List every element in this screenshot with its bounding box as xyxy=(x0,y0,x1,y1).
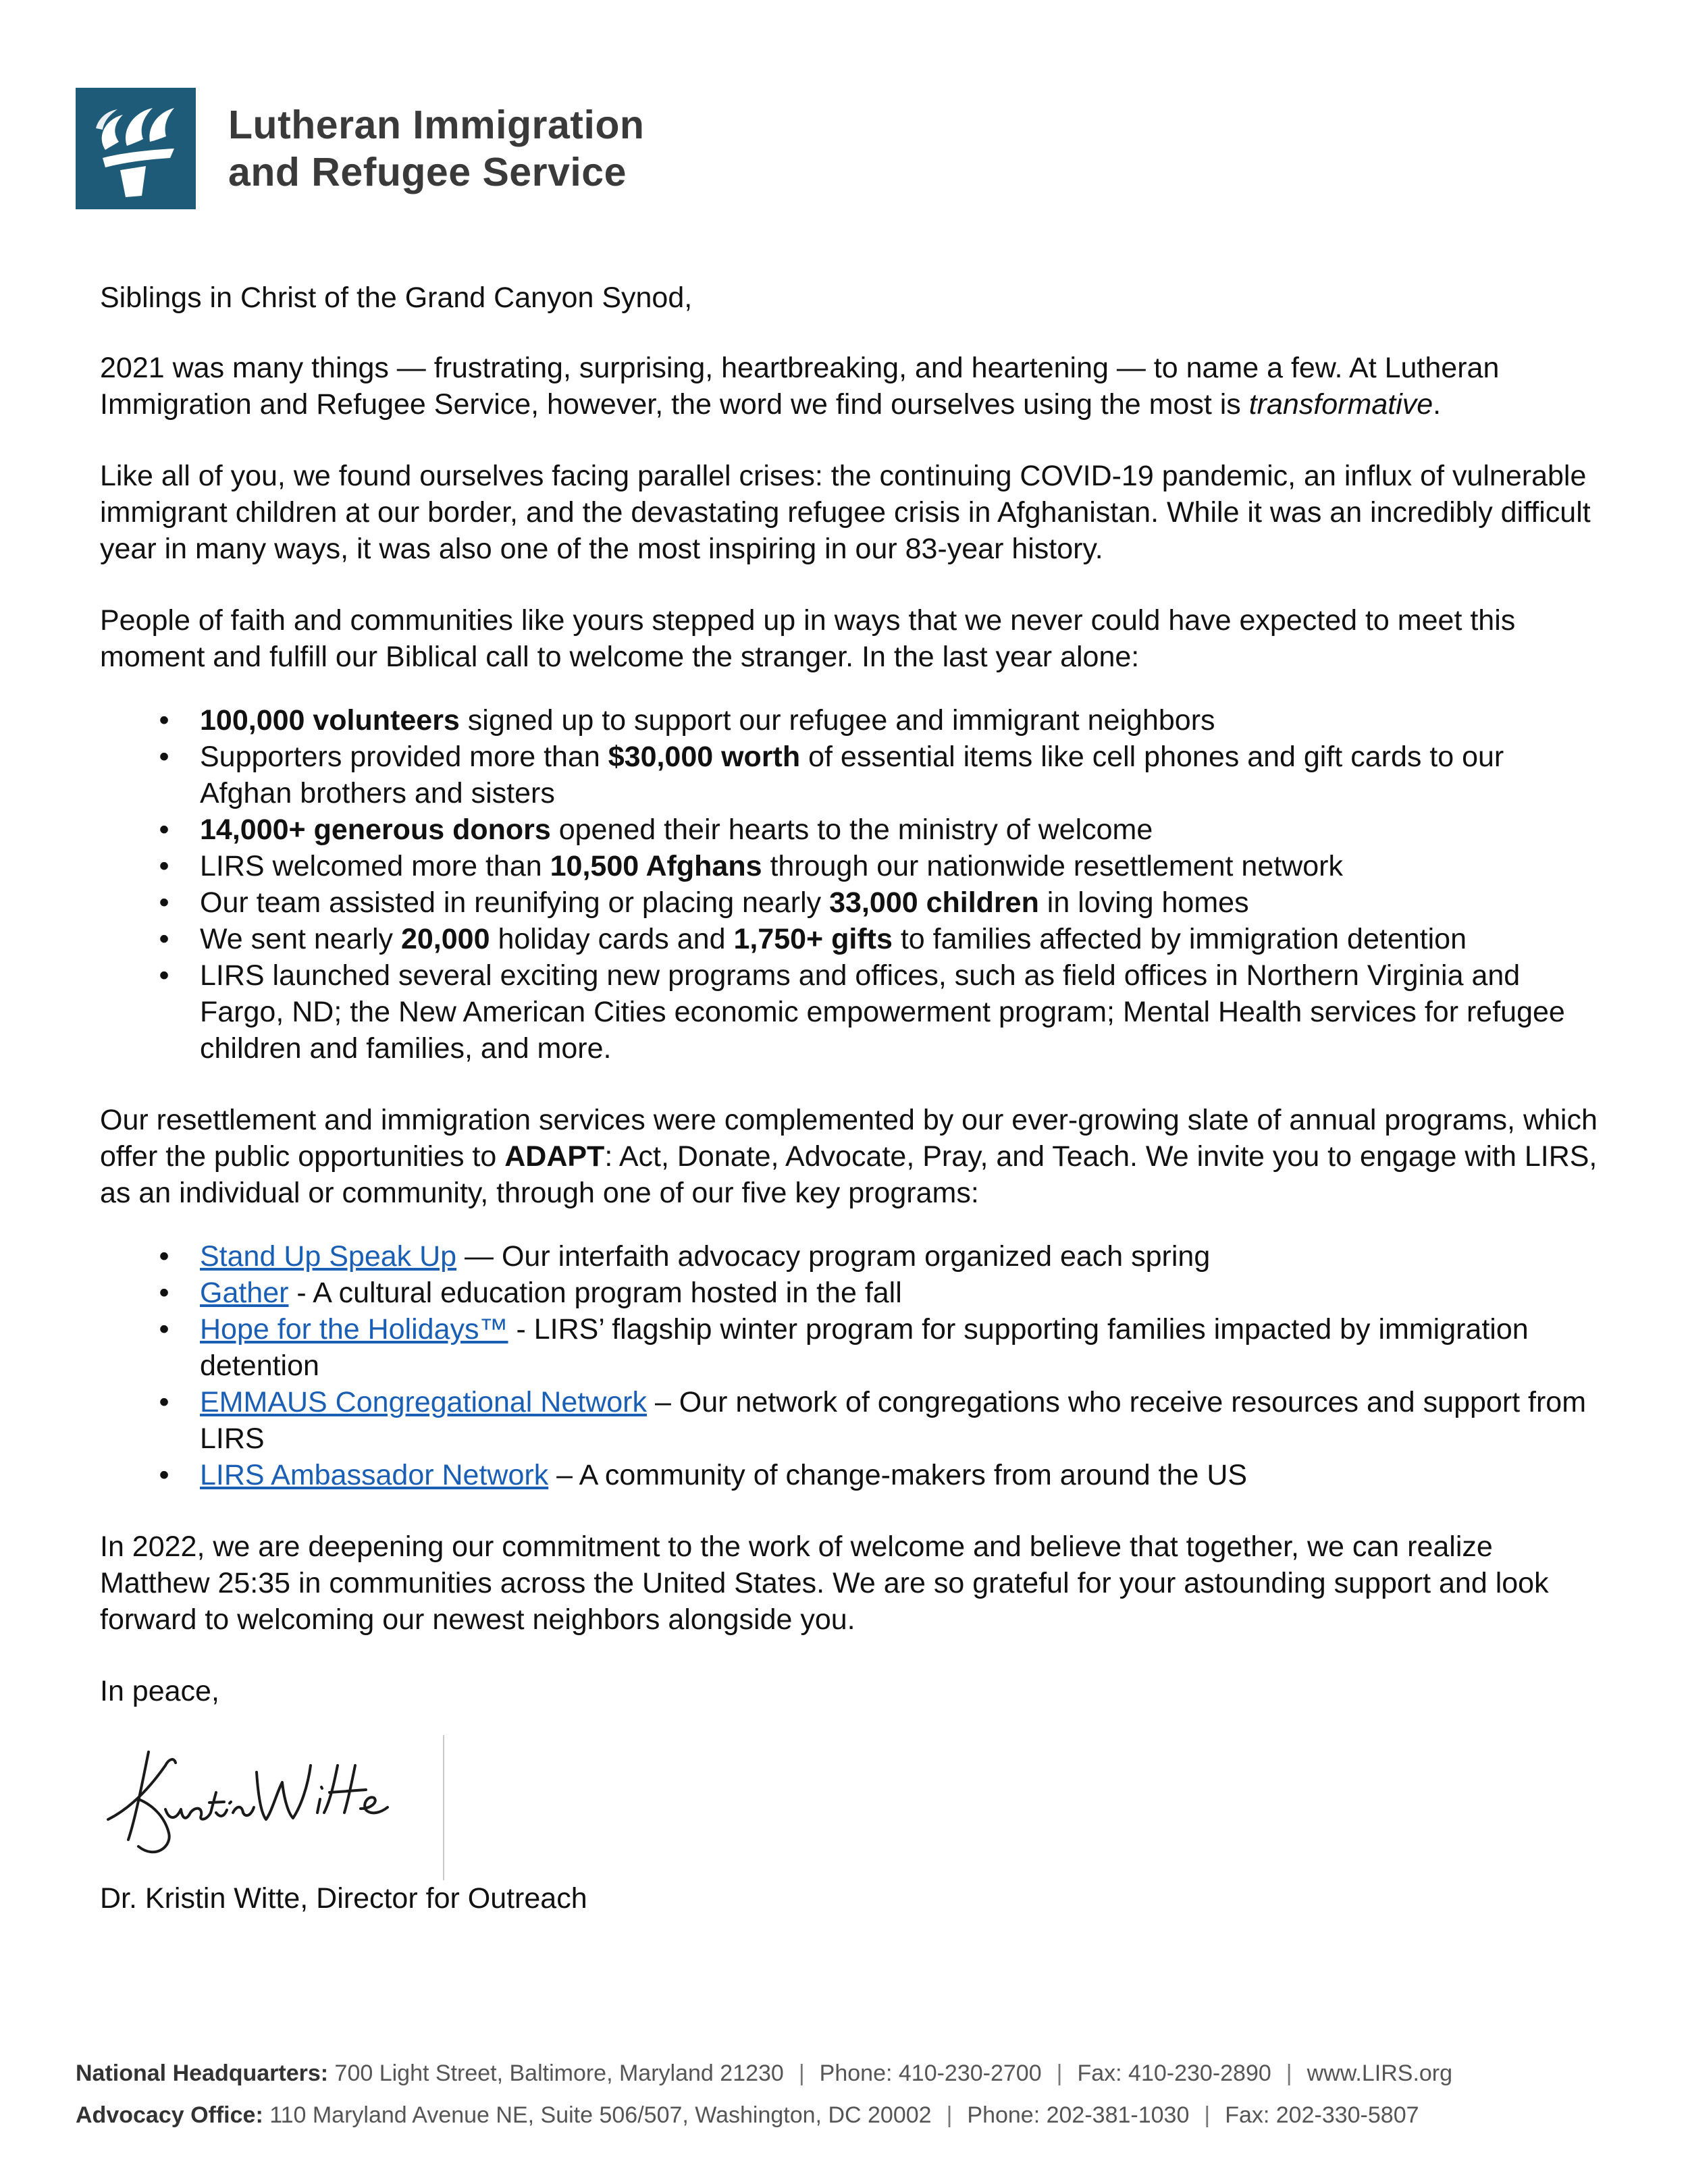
program-description: - A cultural education program hosted in the fall xyxy=(288,1277,902,1309)
stat-highlight: 1,750+ gifts xyxy=(733,923,893,955)
stat-text: signed up to support our refugee and immigrant neighbors xyxy=(459,704,1215,737)
link-stand-up-speak-up[interactable]: Stand Up Speak Up xyxy=(200,1240,457,1273)
org-name-line-1: Lutheran Immigration xyxy=(228,103,645,147)
stat-text: to families affected by immigration detention xyxy=(892,923,1467,955)
organization-name xyxy=(228,101,644,196)
paragraph-text: : Act, Donate, Advocate, Pray, and Teach. We invite you to engage with LIRS, as an individual or community, through one of our five key programs: xyxy=(100,1140,1598,1209)
stat-text: Our team assisted in reunifying or placing nearly xyxy=(200,886,830,919)
footer-advocacy-line xyxy=(76,2094,1629,2136)
letter-body xyxy=(100,279,1599,1709)
stat-highlight: 100,000 volunteers xyxy=(200,704,460,737)
programs-list xyxy=(100,1238,1599,1493)
org-name-line-2: and Refugee Service xyxy=(228,150,627,194)
bullet: • xyxy=(159,959,169,992)
handwritten-signature xyxy=(101,1745,452,1867)
footer-separator: | xyxy=(1056,2060,1063,2086)
bullet: • xyxy=(159,886,169,919)
adapt-acronym: ADAPT xyxy=(504,1140,605,1173)
list-item xyxy=(100,1238,1599,1275)
program-description: – Our network of congregations who receive resources and support from LIRS xyxy=(200,1386,1587,1455)
list-item xyxy=(100,739,1599,811)
advocacy-label: Advocacy Office: xyxy=(76,2102,263,2128)
bullet: • xyxy=(159,1240,169,1273)
salutation: Siblings in Christ of the Grand Canyon Synod, xyxy=(100,282,693,314)
paragraph-crises: Like all of you, we found ourselves facing parallel crises: the continuing COVID-19 pandemic, an influx of vulnerable immigrant children at our border, and the devastating refugee crisis in Afghanistan. While it was an incredibly difficult year in many ways, it was also one of the most inspiring in our 83-year history. xyxy=(100,460,1591,565)
hq-address: 700 Light Street, Baltimore, Maryland 21230 xyxy=(328,2060,784,2086)
bullet: • xyxy=(159,1459,169,1491)
stat-text: LIRS welcomed more than xyxy=(200,850,550,882)
stats-list xyxy=(100,702,1599,1067)
footer-separator: | xyxy=(1286,2060,1292,2086)
program-description: - LIRS’ flagship winter program for supporting families impacted by immigration detention xyxy=(200,1313,1529,1382)
bullet: • xyxy=(159,923,169,955)
list-item xyxy=(100,811,1599,848)
bullet: • xyxy=(159,1386,169,1418)
signature-divider xyxy=(443,1735,444,1880)
list-item xyxy=(100,1384,1599,1457)
paragraph-text: Our resettlement and immigration services were complemented by our ever-growing slate of annual programs, which offer the public opportunities to xyxy=(100,1104,1598,1173)
bullet: • xyxy=(159,741,169,773)
bullet: • xyxy=(159,1277,169,1309)
stat-highlight: 14,000+ generous donors xyxy=(200,814,551,846)
list-item xyxy=(100,702,1599,739)
paragraph-programs-intro xyxy=(100,1102,1599,1211)
paragraph-closing: In 2022, we are deepening our commitment to the work of welcome and believe that together, we can realize Matthew 25:35 in communities across the United States. We are so grateful for your astounding support and look forward to welcoming our newest neighbors alongside you. xyxy=(100,1530,1549,1636)
stat-text: Supporters provided more than xyxy=(200,741,608,773)
paragraph-intro-text: 2021 was many things — frustrating, surprising, heartbreaking, and heartening — to name a few. At Lutheran Immigration and Refugee Service, however, the word we find ourselves using the most is xyxy=(100,352,1500,421)
stat-text: through our nationwide resettlement network xyxy=(762,850,1343,882)
list-item xyxy=(100,1275,1599,1311)
stat-text: LIRS launched several exciting new programs and offices, such as field offices in Northern Virginia and Fargo, ND; the New American Cities economic empowerment program; Mental Health services for refugee children and families, and more. xyxy=(200,959,1565,1065)
paragraph-intro-end: . xyxy=(1433,388,1442,421)
torch-flame-logo-icon xyxy=(76,88,196,209)
hq-label: National Headquarters: xyxy=(76,2060,329,2086)
bullet: • xyxy=(159,1313,169,1346)
stat-highlight: $30,000 worth xyxy=(608,741,801,773)
footer xyxy=(76,2052,1629,2136)
list-item xyxy=(100,1311,1599,1384)
link-gather[interactable]: Gather xyxy=(200,1277,289,1309)
footer-headquarters-line xyxy=(76,2052,1629,2094)
program-description: — Our interfaith advocacy program organized each spring xyxy=(456,1240,1211,1273)
hq-fax: Fax: 410-230-2890 xyxy=(1077,2060,1271,2086)
hq-phone: Phone: 410-230-2700 xyxy=(819,2060,1042,2086)
advocacy-fax: Fax: 202-330-5807 xyxy=(1225,2102,1419,2128)
footer-separator: | xyxy=(946,2102,953,2128)
link-hope-for-the-holidays[interactable]: Hope for the Holidays™ xyxy=(200,1313,508,1346)
footer-separator: | xyxy=(798,2060,805,2086)
stat-text: in loving homes xyxy=(1038,886,1249,919)
list-item xyxy=(100,848,1599,884)
link-emmaus-network[interactable]: EMMAUS Congregational Network xyxy=(200,1386,647,1418)
signer-name: Dr. Kristin Witte, Director for Outreach xyxy=(100,1882,587,1915)
stat-text: of essential items like cell phones and gift cards to our Afghan brothers and sisters xyxy=(200,741,1504,809)
paragraph-faith: People of faith and communities like yours stepped up in ways that we never could have expected to meet this moment and fulfill our Biblical call to welcome the stranger. In the last year alone: xyxy=(100,604,1516,673)
stat-text: holiday cards and xyxy=(490,923,734,955)
closing-line: In peace, xyxy=(100,1675,219,1707)
program-description: – A community of change-makers from around the US xyxy=(548,1459,1248,1491)
list-item xyxy=(100,1457,1599,1493)
list-item xyxy=(100,884,1599,921)
stat-text: We sent nearly xyxy=(200,923,401,955)
paragraph-intro xyxy=(100,350,1599,423)
list-item xyxy=(100,921,1599,957)
website-link[interactable]: www.LIRS.org xyxy=(1307,2060,1453,2086)
advocacy-phone: Phone: 202-381-1030 xyxy=(967,2102,1190,2128)
stat-highlight: 20,000 xyxy=(400,923,490,955)
stat-highlight: 33,000 children xyxy=(829,886,1039,919)
footer-separator: | xyxy=(1204,2102,1211,2128)
bullet: • xyxy=(159,814,169,846)
bullet: • xyxy=(159,850,169,882)
emphasis-word: transformative xyxy=(1248,388,1433,421)
stat-highlight: 10,500 Afghans xyxy=(550,850,762,882)
bullet: • xyxy=(159,704,169,737)
link-ambassador-network[interactable]: LIRS Ambassador Network xyxy=(200,1459,549,1491)
stat-text: opened their hearts to the ministry of welcome xyxy=(550,814,1153,846)
list-item xyxy=(100,957,1599,1067)
advocacy-address: 110 Maryland Avenue NE, Suite 506/507, Washington, DC 20002 xyxy=(263,2102,932,2128)
